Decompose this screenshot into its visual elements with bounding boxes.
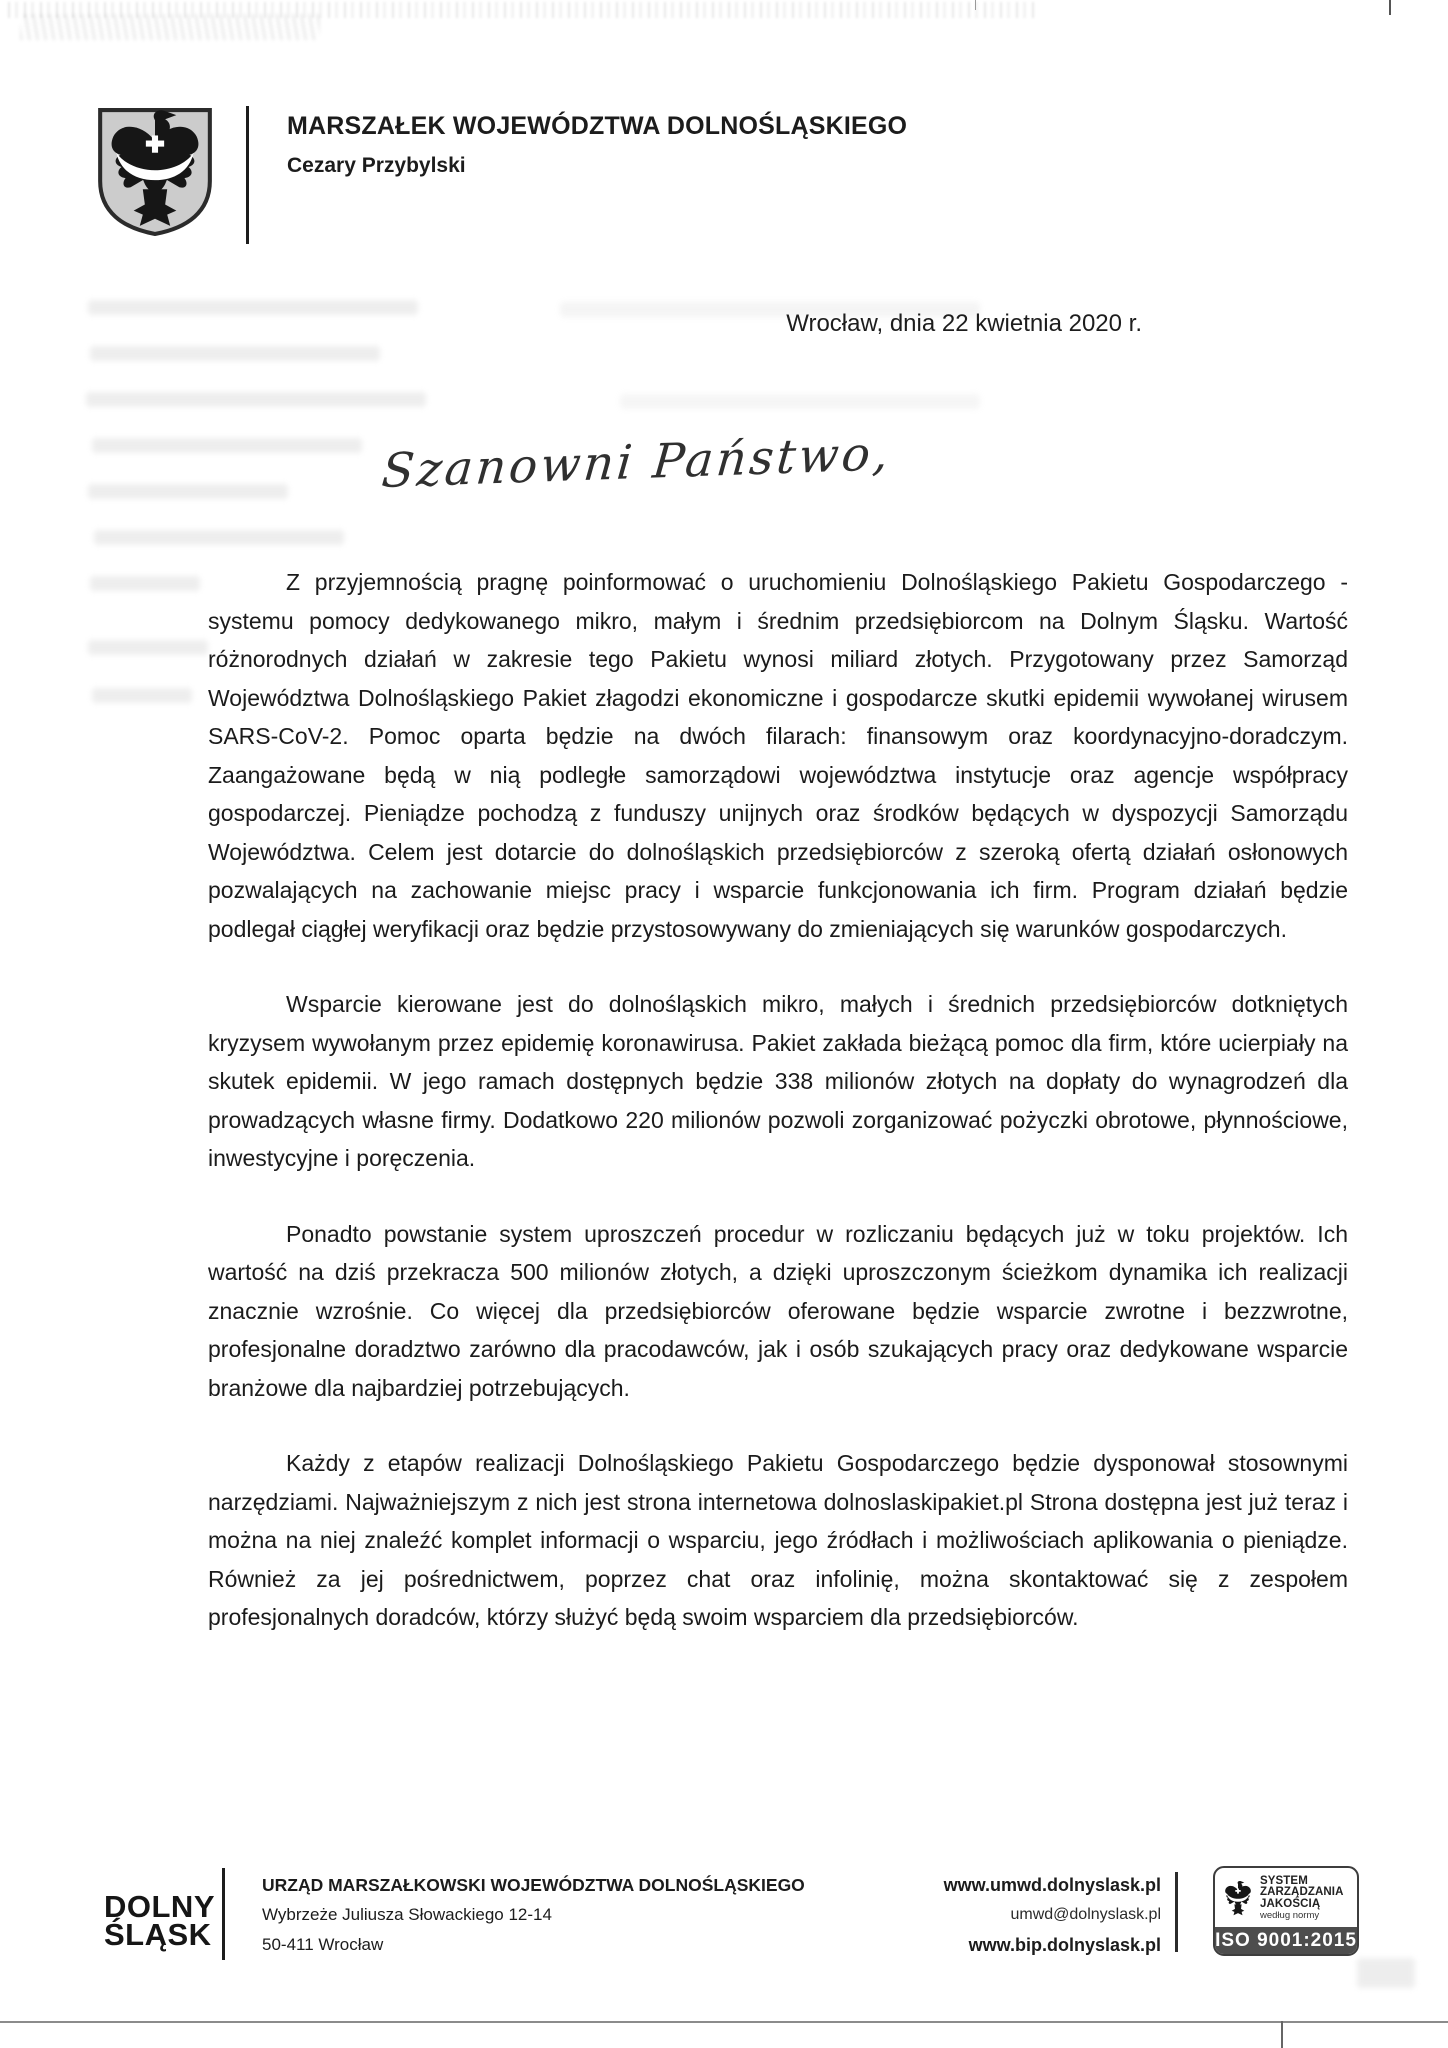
website-main: www.umwd.dolnyslask.pl — [943, 1875, 1161, 1895]
sender-name: Cezary Przybylski — [287, 154, 466, 177]
bleed-through-artifact — [92, 688, 192, 703]
letterhead — [92, 106, 907, 244]
footer-divider — [222, 1868, 225, 1960]
bleed-through-artifact — [88, 640, 208, 655]
sender-title: MARSZAŁEK WOJEWÓDZTWA DOLNOŚLĄSKIEGO — [287, 112, 908, 140]
bleed-through-artifact — [86, 392, 426, 407]
dolny-slask-logo — [104, 1889, 215, 1952]
handwritten-salutation: Szanowni Państwo, — [379, 426, 894, 500]
bleed-through-artifact — [1357, 1958, 1415, 1988]
logo-line-2: ŚLĄSK — [104, 1917, 212, 1952]
iso-badge-text: JAKOŚCIĄ — [1260, 1897, 1321, 1910]
office-city: 50-411 Wrocław — [262, 1935, 384, 1954]
bleed-through-artifact — [88, 300, 418, 315]
office-street: Wybrzeże Juliusza Słowackiego 12-14 — [262, 1905, 552, 1924]
bleed-through-artifact — [90, 576, 200, 591]
scan-artifact — [20, 14, 320, 40]
paragraph-2: Wsparcie kierowane jest do dolnośląskich mikro, małych i średnich przedsiębiorców dotkniętych kryzysem wywołanym przez epidemię koronawirusa. Pakiet zakłada bieżącą pomoc dla firm, które ucierpiały na skutek epidemii. W jego ramach dostępnych będzie 338 milionów złotych na dopłaty do wynagrodzeń dla prowadzących własne firmy. Dodatkowo 220 milionów pozwoli zorganizować pożyczki obrotowe, płynnościowe, inwestycyjne i poręczenia. — [208, 991, 1348, 1171]
scan-artifact — [1389, 0, 1391, 15]
bleed-through-artifact — [90, 346, 380, 361]
scan-artifact — [1281, 2021, 1283, 2048]
header-divider — [246, 106, 249, 244]
bleed-through-artifact — [88, 484, 288, 499]
logo-line-1: DOLNY — [104, 1889, 215, 1924]
paragraph-1: Z przyjemnością pragnę poinformować o uruchomieniu Dolnośląskiego Pakietu Gospodarczego - systemu pomocy dedykowanego mikro, małym i średnim przedsiębiorcom na Dolnym Śląsku. Wartość różnorodnych działań w zakresie tego Pakietu wynosi miliard złotych. Przygotowany przez Samorząd Województwa Dolnośląskiego Pakiet złagodzi ekonomiczne i gospodarcze skutki epidemii wywołanej wirusem SARS-CoV-2. Pomoc oparta będzie na dwóch filarach: finansowym oraz koordynacyjno-doradczym. Zaangażowane będą w nią podległe samorządowi województwa instytucje oraz agencje współpracy gospodarczej. Pieniądze pochodzą z funduszy unijnych oraz środków będących w dyspozycji Samorządu Województwa. Celem jest dotarcie do dolnośląskich przedsiębiorców z szeroką ofertą działań osłonowych pozwalających na zachowanie miejsc pracy i wsparcie funkcjonowania ich firm. Program działań będzie podlegał ciągłej weryfikacji oraz będzie przystosowywany do zmieniających się warunków gospodarczych. — [208, 569, 1348, 942]
scan-artifact — [975, 0, 976, 10]
bleed-through-artifact — [94, 530, 344, 545]
footer-divider — [1175, 1872, 1178, 1952]
office-address-block — [262, 1870, 805, 1960]
scan-page-edge-line — [0, 2021, 1448, 2023]
eagle-icon — [1220, 1879, 1256, 1919]
contact-block — [944, 1870, 1161, 1960]
iso-badge-text: ZARZĄDZANIA — [1260, 1886, 1344, 1899]
paragraph-3: Ponadto powstanie system uproszczeń procedur w rozliczaniu będących już w toku projektów. Ich wartość na dziś przekracza 500 milionów złotych, a dzięki uproszczonym ścieżkom dynamika ich realizacji znacznie wzrośnie. Co więcej dla przedsiębiorców oferowane będzie wsparcie zwrotne i bezzwrotne, profesjonalne doradztwo zarówno dla pracodawców, jak i osób szukających pracy oraz dedykowane wsparcie branżowe dla najbardziej potrzebujących. — [208, 1220, 1348, 1401]
letter-body — [208, 563, 1348, 1637]
office-name: URZĄD MARSZAŁKOWSKI WOJEWÓDZTWA DOLNOŚLĄSKIEGO — [262, 1875, 805, 1895]
bleed-through-artifact — [620, 394, 980, 409]
paragraph-4: Każdy z etapów realizacji Dolnośląskiego Pakietu Gospodarczego będzie dysponował stosownymi narzędziami. Najważniejszym z nich jest strona internetowa dolnoslaskipakiet.pl Strona dostępna jest już teraz i można na niej znaleźć komplet informacji o wsparciu, jego źródłach i możliwościach aplikowania o pieniądze. Również za jej pośrednictwem, poprzez chat oraz infolinię, można skontaktować się z zespołem profesjonalnych doradców, którzy służyć będą swoim wsparciem dla przedsiębiorców. — [208, 1450, 1348, 1630]
bleed-through-artifact — [92, 438, 362, 453]
date-line: Wrocław, dnia 22 kwietnia 2020 r. — [786, 310, 1142, 337]
iso-9001-badge — [1213, 1866, 1359, 1956]
iso-standard-label: ISO 9001:2015 — [1215, 1927, 1357, 1954]
website-bip: www.bip.dolnyslask.pl — [968, 1935, 1161, 1955]
email-address: umwd@dolnyslask.pl — [1010, 1906, 1161, 1923]
lower-silesia-coat-of-arms-icon — [92, 106, 218, 236]
iso-badge-text: SYSTEM — [1260, 1874, 1308, 1887]
iso-badge-subtext: według normy — [1260, 1910, 1320, 1922]
